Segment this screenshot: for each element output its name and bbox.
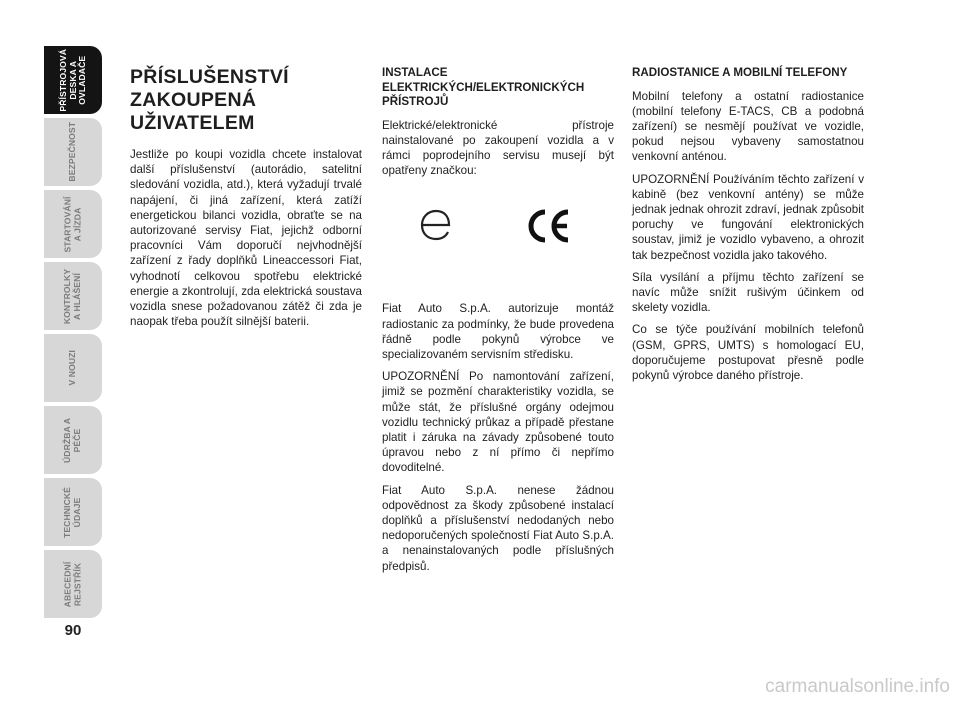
paragraph: UPOZORNĚNÍ Po namontování zařízení, jimiž se pozmění charakteristiky vozidla, se může stát, že příslušné orgány odejmou vozidlu technický průkaz a případě přestane platit i záruka na závady způsobené touto úpravou nebo z ní přímo či nepřímo dovoditelné. <box>382 370 614 475</box>
section-title: RADIOSTANICE A MOBILNÍ TELEFONY <box>632 66 848 79</box>
paragraph: UPOZORNĚNÍ Používáním těchto zařízení v kabině (bez venkovní antény) se může jednak jednak ohrozit zdraví, jednak způsobit poruchy ve fungování elektronických soustav, jimiž je vozidlo vybaveno, a ohrozit tak bezpečnost vozidla jako takového. <box>632 172 864 262</box>
column-accessories <box>130 66 362 336</box>
tab-v-nouzi[interactable] <box>44 334 102 402</box>
tab-technicke-udaje[interactable] <box>44 478 102 546</box>
tab-udrzba[interactable] <box>44 406 102 474</box>
tab-label: KONTROLKY A HLÁŠENÍ <box>62 268 82 324</box>
tab-bezpecnost[interactable] <box>44 118 102 186</box>
page-number: 90 <box>64 622 82 639</box>
tab-label: ÚDRŽBA A PÉČE <box>62 417 82 463</box>
tab-kontrolky[interactable] <box>44 262 102 330</box>
tab-label: PŘÍSTROJOVÁ DESKA A OVLADAČE <box>57 48 87 112</box>
tab-label: ABECEDNÍ REJSTŘÍK <box>62 561 82 607</box>
chapter-sidebar <box>44 46 104 616</box>
paragraph: Fiat Auto S.p.A. autorizuje montáž radiostanic za podmínky, že bude provedena řádně podle pokynů výrobce ve specializovaném servisním středisku. <box>382 302 614 361</box>
paragraph: Mobilní telefony a ostatní radiostanice (mobilní telefony E-TACS, CB a podobná zařízení) se nesmějí používat ve vozidle, pokud nejsou vybaveny samostatnou venkovní anténou. <box>632 89 864 164</box>
paragraph: Co se týče používání mobilních telefonů (GSM, GPRS, UMTS) s homologací EU, doporučujeme postupovat přesně podle pokynů výrobce daného přístroje. <box>632 323 864 382</box>
column-radio-phones <box>632 66 864 390</box>
column-installation <box>382 66 614 581</box>
tab-label: STARTOVÁNÍ A JÍZDA <box>62 195 82 253</box>
section-title: INSTALACE ELEKTRICKÝCH/ELEKTRONICKÝCH PŘÍSTROJŮ <box>382 66 585 108</box>
paragraph: Fiat Auto S.p.A. nenese žádnou odpovědnost za škody způsobené instalací doplňků a příslušenství nedodaných nebo nedoporučených společností Fiat Auto S.p.A. a nenainstalovaných podle příslušných předpisů. <box>382 483 614 573</box>
tab-label: V NOUZI <box>67 350 78 386</box>
ce-mark-symbol <box>524 207 572 245</box>
tab-pristrojova-deska[interactable] <box>44 46 102 114</box>
e-mark-symbol <box>416 207 456 243</box>
tab-abecedni-rejstrik[interactable] <box>44 550 102 618</box>
paragraph: Jestliže po koupi vozidla chcete instalovat další příslušenství (autorádio, satelitní sledování vozidla, atd.), která vyžadují trvalé napájení, či jiná zařízení, která zatíží energetickou bilanci vozidla, obraťte se na autorizované servisy Fiat, jejichž odborní pracovníci Vám doporučí nejvhodnější zařízení z řady doplňků Lineaccessori Fiat, vyhodnotí celkovou spotřebu elektrické energie a zkontrolují, zda elektrická soustava vozidla snese požadovanou zátěž či zda je naopak třeba použít silnější baterii. <box>130 148 362 329</box>
tab-label: TECHNICKÉ ÚDAJE <box>62 486 82 538</box>
paragraph: Síla vysílání a příjmu těchto zařízení se navíc může snížit rušivým účinkem od skelety vozidla. <box>632 270 864 315</box>
section-title: PŘÍSLUŠENSTVÍ ZAKOUPENÁ UŽIVATELEM <box>130 66 289 134</box>
certification-marks <box>382 185 614 295</box>
tab-label: BEZPEČNOST <box>67 122 78 182</box>
watermark: carmanualsonline.info <box>765 676 950 697</box>
paragraph: Elektrické/elektronické přístroje nainstalované po zakoupení vozidla a v rámci poprodejního servisu musejí být opatřeny značkou: <box>382 118 614 178</box>
tab-startovani[interactable] <box>44 190 102 258</box>
